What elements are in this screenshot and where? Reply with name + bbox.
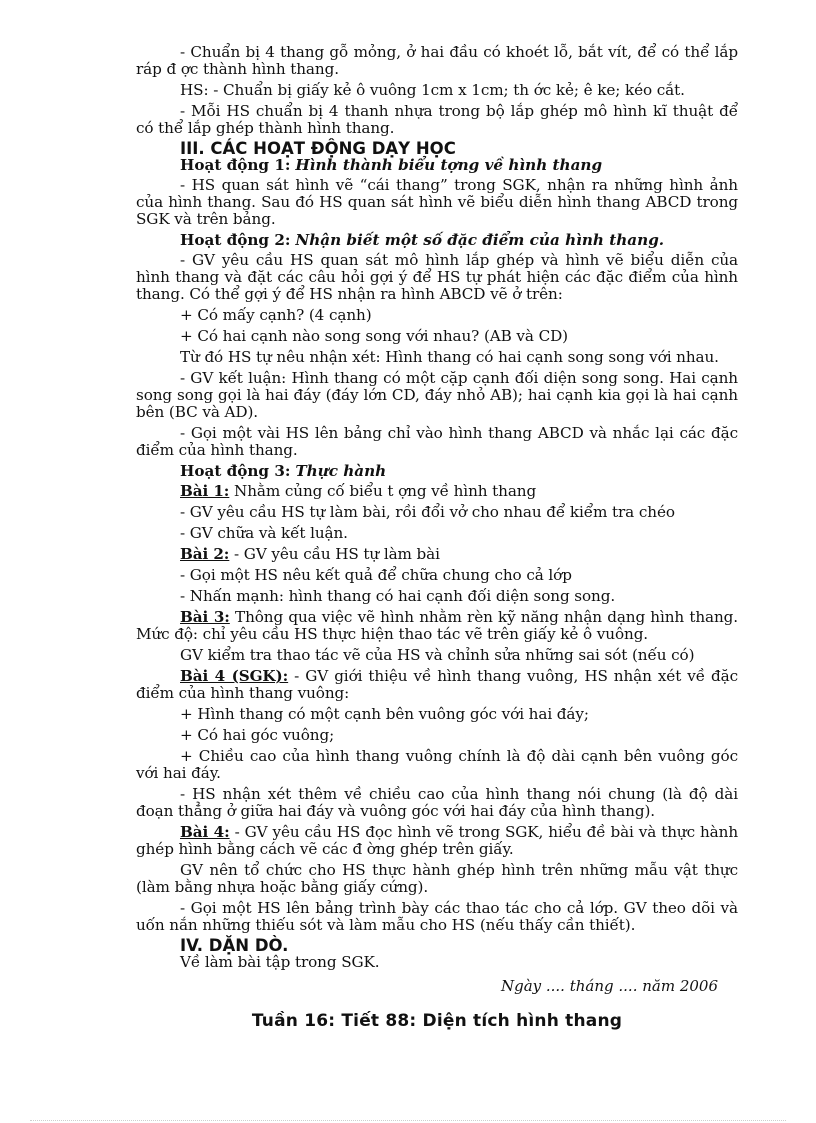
- exercise-2-line-2: - Gọi một HS nêu kết quả để chữa chung cho cả lớp: [180, 566, 572, 584]
- activity-1-title: Hình thành biểu tợng về hình thang: [295, 156, 603, 174]
- section-4-text: Về làm bài tập trong SGK.: [180, 953, 380, 971]
- activity-1-label: Hoạt động 1:: [180, 156, 291, 174]
- section-3-heading: III. CÁC HOẠT ĐỘNG DẠY HỌC: [180, 139, 456, 158]
- document-page: [136, 44, 738, 1031]
- exercise-2-line-3: - Nhấn mạnh: hình thang có hai cạnh đối diện song song.: [180, 587, 616, 605]
- exercise-1: [136, 483, 738, 500]
- exercise-4: [136, 824, 738, 858]
- exercise-2-text: - GV yêu cầu HS tự làm bài: [229, 545, 440, 563]
- exercise-4-sgk-line-4: + Chiều cao của hình thang vuông chính là độ dài cạnh bên vuông góc với hai đáy.: [136, 747, 738, 782]
- activity-2-question-1: + Có mấy cạnh? (4 cạnh): [180, 306, 372, 324]
- exercise-4-sgk: [136, 668, 738, 702]
- exercise-4-sgk-line-3: + Có hai góc vuông;: [180, 726, 335, 744]
- exercise-3-line-2: GV kiểm tra thao tác vẽ của HS và chỉnh sửa những sai sót (nếu có): [180, 646, 695, 664]
- exercise-2: [136, 546, 738, 563]
- activity-2-heading: [180, 232, 738, 249]
- exercise-4-label: Bài 4:: [180, 823, 230, 841]
- activity-2-text-1: - GV yêu cầu HS quan sát mô hình lắp ghép và hình vẽ biểu diễn của hình thang và đặt các câu hỏi gợi ý để HS tự phát hiện các đặc điểm của hình thang. Có thể gợi ý để HS nhận ra hình ABCD vẽ ở trên:: [136, 251, 738, 303]
- activity-3-heading: [180, 463, 738, 480]
- activity-2-question-2: + Có hai cạnh nào song song với nhau? (AB và CD): [180, 327, 569, 345]
- exercise-3-text: Thông qua việc vẽ hình nhằm rèn kỹ năng nhận dạng hình thang. Mức độ: chỉ yêu cầu HS thực hiện thao tác vẽ trên giấy kẻ ô vuông.: [136, 608, 738, 643]
- exercise-2-label: Bài 2:: [180, 545, 230, 563]
- activity-2-text-3: - GV kết luận: Hình thang có một cặp cạnh đối diện song song. Hai cạnh song song gọi là hai đáy (đáy lớn CD, đáy nhỏ AB); hai cạnh kia gọi là hai cạnh bên (BC và AD).: [136, 369, 738, 421]
- activity-3-label: Hoạt động 3:: [180, 462, 291, 480]
- date-line: Ngày .... tháng .... năm 2006: [500, 977, 718, 995]
- page-bottom-divider: [30, 1120, 786, 1121]
- activity-2-title: Nhận biết một số đặc điểm của hình thang.: [295, 231, 665, 249]
- activity-2-text-2: Từ đó HS tự nêu nhận xét: Hình thang có hai cạnh song song với nhau.: [180, 348, 719, 366]
- exercise-4-sgk-line-2: + Hình thang có một cạnh bên vuông góc với hai đáy;: [180, 705, 589, 723]
- exercise-3: [136, 609, 738, 643]
- materials-paragraph-1: - Chuẩn bị 4 thang gỗ mỏng, ở hai đầu có khoét lỗ, bắt vít, để có thể lắp ráp đ ợc thành hình thang.: [136, 43, 738, 78]
- exercise-1-label: Bài 1:: [180, 482, 230, 500]
- exercise-4-sgk-label: Bài 4 (SGK):: [180, 667, 289, 685]
- activity-2-label: Hoạt động 2:: [180, 231, 291, 249]
- materials-paragraph-3: - Mỗi HS chuẩn bị 4 thanh nhựa trong bộ lắp ghép mô hình kĩ thuật để có thể lắp ghép thành hình thang.: [136, 102, 738, 137]
- activity-1-heading: [180, 157, 738, 174]
- exercise-4-sgk-text: - GV giới thiệu về hình thang vuông, HS nhận xét về đặc điểm của hình thang vuông:: [136, 667, 738, 702]
- exercise-1-text: Nhằm củng cố biểu t ợng về hình thang: [229, 482, 537, 500]
- next-lesson-title: Tuần 16: Tiết 88: Diện tích hình thang: [251, 1011, 623, 1031]
- exercise-4-text: - GV yêu cầu HS đọc hình vẽ trong SGK, hiểu đề bài và thực hành ghép hình bằng cách vẽ các đ ờng ghép trên giấy.: [136, 823, 738, 858]
- materials-paragraph-2: HS: - Chuẩn bị giấy kẻ ô vuông 1cm x 1cm; th ớc kẻ; ê ke; kéo cắt.: [180, 81, 685, 99]
- section-4-heading: IV. DẶN DÒ.: [180, 936, 289, 955]
- activity-2-text-4: - Gọi một vài HS lên bảng chỉ vào hình thang ABCD và nhắc lại các đặc điểm của hình thang.: [136, 424, 738, 459]
- exercise-4-line-3: - Gọi một HS lên bảng trình bày các thao tác cho cả lớp. GV theo dõi và uốn nắn những thiếu sót và làm mẫu cho HS (nếu thấy cần thiết).: [136, 899, 738, 934]
- exercise-3-label: Bài 3:: [180, 608, 230, 626]
- exercise-1-line-2: - GV yêu cầu HS tự làm bài, rồi đổi vở cho nhau để kiểm tra chéo: [180, 503, 675, 521]
- activity-3-title: Thực hành: [295, 462, 387, 480]
- exercise-4-line-2: GV nên tổ chức cho HS thực hành ghép hình trên những mẫu vật thực (làm bằng nhựa hoặc bằng giấy cứng).: [136, 861, 738, 896]
- exercise-4-sgk-line-5: - HS nhận xét thêm về chiều cao của hình thang nói chung (là độ dài đoạn thẳng ở giữa hai đáy và vuông góc với hai đáy của hình thang).: [136, 785, 738, 820]
- activity-1-text: - HS quan sát hình vẽ “cái thang” trong SGK, nhận ra những hình ảnh của hình thang. Sau đó HS quan sát hình vẽ biểu diễn hình thang ABCD trong SGK và trên bảng.: [136, 176, 738, 228]
- exercise-1-line-3: - GV chữa và kết luận.: [180, 524, 348, 542]
